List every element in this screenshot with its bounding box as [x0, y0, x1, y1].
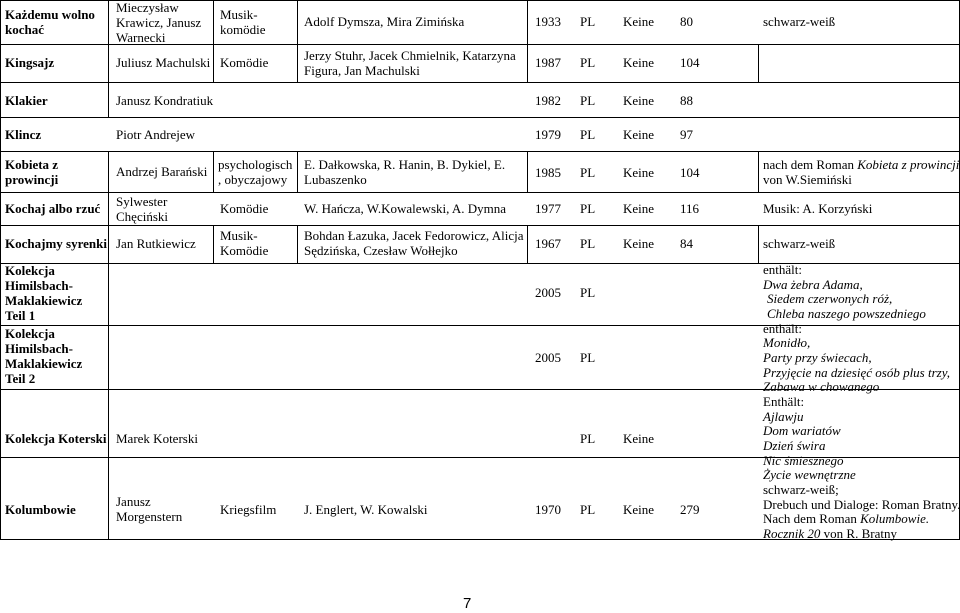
- film-country: PL: [580, 14, 596, 29]
- column-divider: [527, 0, 528, 82]
- film-genre: Musik- komödie: [220, 7, 266, 37]
- film-cast: Adolf Dymsza, Mira Zimińska: [304, 14, 465, 29]
- film-year: 1933: [535, 14, 561, 29]
- column-divider: [297, 225, 298, 263]
- row-divider: [0, 225, 960, 226]
- film-country: PL: [580, 236, 596, 251]
- film-fsk: Keine: [623, 502, 655, 517]
- film-fsk: Keine: [623, 165, 655, 180]
- film-fsk: Keine: [623, 431, 655, 446]
- column-divider: [297, 151, 298, 192]
- film-year: 1977: [535, 201, 561, 216]
- film-country: PL: [580, 93, 596, 108]
- film-fsk: Keine: [623, 127, 655, 142]
- film-notes-block: enthält: Dwa żebra Adama, Siedem czerwonych róż, Chleba naszego powszedniego enthält: Monidło, Party przy świecach, Przyjęcie na dziesięć osób plus trzy, Zabawa w chowanego Enthält: Ajlawju Dom wariatów Dzień świra Nic śmiesznego Życie wewnętrzne schwarz-weiß; Drebuch und Dialoge: Roman Bratny. Nach dem Roman Kolumbowie. Rocznik 20 von R. Bratny: [763, 262, 960, 541]
- film-cast: J. Englert, W. Kowalski: [304, 502, 428, 517]
- film-title: Kolekcja Himilsbach- Maklakiewicz Teil 2: [5, 326, 83, 386]
- film-fsk: Keine: [623, 93, 655, 108]
- film-country: PL: [580, 165, 596, 180]
- film-fsk: Keine: [623, 14, 655, 29]
- film-fsk: Keine: [623, 201, 655, 216]
- film-genre: Musik- Komödie: [220, 228, 269, 258]
- column-divider: [108, 0, 109, 117]
- table-left-border: [0, 0, 1, 540]
- film-notes: schwarz-weiß: [763, 14, 836, 29]
- film-cast: W. Hańcza, W.Kowalewski, A. Dymna: [304, 201, 507, 216]
- film-title: Klakier: [5, 93, 48, 108]
- film-genre: Komödie: [220, 201, 269, 216]
- column-divider: [758, 151, 759, 192]
- film-country: PL: [580, 127, 596, 142]
- film-title: Kolekcja Himilsbach- Maklakiewicz Teil 1: [5, 263, 83, 323]
- film-country: PL: [580, 431, 596, 446]
- film-country: PL: [580, 350, 596, 365]
- film-genre: Komödie: [220, 55, 269, 70]
- row-divider: [0, 151, 960, 152]
- row-divider: [0, 82, 960, 83]
- film-length: 97: [680, 127, 693, 142]
- film-director: Piotr Andrejew: [116, 127, 196, 142]
- film-title: Klincz: [5, 127, 42, 142]
- film-country: PL: [580, 285, 596, 300]
- film-title: Kolumbowie: [5, 502, 76, 517]
- film-director: Jan Rutkiewicz: [116, 236, 196, 251]
- film-year: 1979: [535, 127, 561, 142]
- film-cast: Bohdan Łazuka, Jacek Fedorowicz, Alicja Sędzińska, Czesław Wołłejko: [304, 228, 524, 258]
- film-title: Kolekcja Koterski: [5, 431, 107, 446]
- film-notes: schwarz-weiß: [763, 236, 836, 251]
- column-divider: [213, 0, 214, 82]
- film-notes: nach dem Roman Kobieta z prowincji von W.Siemiński: [763, 157, 960, 187]
- film-length: 104: [680, 55, 700, 70]
- film-director: Janusz Kondratiuk: [116, 93, 214, 108]
- film-length: 104: [680, 165, 700, 180]
- film-length: 116: [680, 201, 700, 216]
- column-divider: [527, 151, 528, 192]
- film-notes: Musik: A. Korzyński: [763, 201, 873, 216]
- film-country: PL: [580, 201, 596, 216]
- page-number: 7: [463, 595, 472, 612]
- film-year: 2005: [535, 350, 561, 365]
- column-divider: [297, 0, 298, 82]
- film-director: Janusz Morgenstern: [116, 494, 183, 524]
- film-length: 80: [680, 14, 693, 29]
- column-divider: [108, 151, 109, 540]
- column-divider: [758, 225, 759, 263]
- film-cast: Jerzy Stuhr, Jacek Chmielnik, Katarzyna Figura, Jan Machulski: [304, 48, 516, 78]
- film-title: Każdemu wolno kochać: [5, 7, 95, 37]
- film-year: 2005: [535, 285, 561, 300]
- row-divider: [0, 192, 960, 193]
- film-cast: E. Dałkowska, R. Hanin, B. Dykiel, E. Lubaszenko: [304, 157, 506, 187]
- film-genre: psychologisch , obyczajowy: [218, 157, 293, 187]
- film-country: PL: [580, 502, 596, 517]
- film-year: 1985: [535, 165, 561, 180]
- column-divider: [213, 225, 214, 263]
- film-director: Andrzej Barański: [116, 164, 208, 179]
- film-fsk: Keine: [623, 55, 655, 70]
- column-divider: [758, 44, 759, 82]
- film-year: 1987: [535, 55, 561, 70]
- film-country: PL: [580, 55, 596, 70]
- film-length: 84: [680, 236, 693, 251]
- film-title: Kochajmy syrenki: [5, 236, 107, 251]
- film-year: 1967: [535, 236, 561, 251]
- film-fsk: Keine: [623, 236, 655, 251]
- film-director: Juliusz Machulski: [116, 55, 211, 70]
- column-divider: [213, 151, 214, 192]
- film-year: 1970: [535, 502, 561, 517]
- film-director: Marek Koterski: [116, 431, 198, 446]
- film-director: Sylwester Chęciński: [116, 194, 168, 224]
- film-title: Kingsajz: [5, 55, 55, 70]
- column-divider: [527, 225, 528, 263]
- film-length: 88: [680, 93, 693, 108]
- film-title: Kochaj albo rzuć: [5, 201, 101, 216]
- film-genre: Kriegsfilm: [220, 502, 277, 517]
- film-title: Kobieta z prowincji: [5, 157, 59, 187]
- film-year: 1982: [535, 93, 561, 108]
- film-length: 279: [680, 502, 700, 517]
- film-director: Mieczysław Krawicz, Janusz Warnecki: [116, 0, 202, 45]
- row-divider: [0, 117, 960, 118]
